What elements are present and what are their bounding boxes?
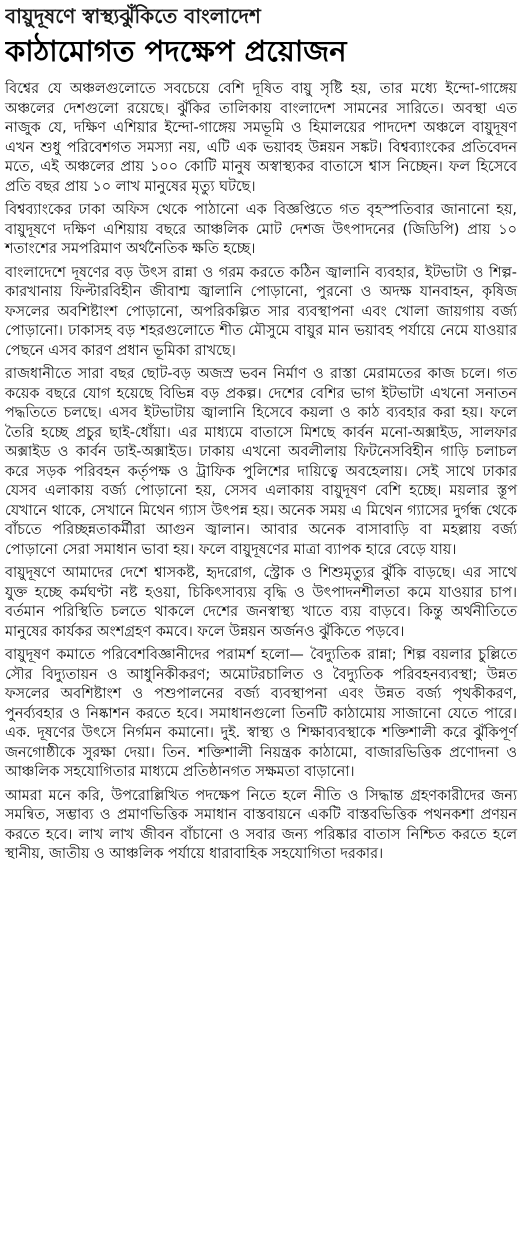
paragraph: বায়ুদূষণে আমাদের দেশে শ্বাসকষ্ট, হৃদরোগ, স্ট্রোক ও শিশুমৃত্যুর ঝুঁকি বাড়ছে। এর সাথে যুক্ত হচ্ছে কর্মঘণ্টা নষ্ট হওয়া, চিকিৎসাব্যয় বৃদ্ধি ও উৎপাদনশীলতা কমে যাওয়ার চাপ। বর্তমান পরিস্থিতি চলতে থাকলে দেশের জনস্বাস্থ্য খাতে ব্যয় বাড়বে। কিন্তু অর্থনীতিতে মানুষের কার্যকর অংশগ্রহণ কমবে। ফলে উন্নয়ন অর্জনও ঝুঁকিতে পড়বে। xyxy=(5,565,517,640)
paragraph: আমরা মনে করি, উপরোল্লিখিত পদক্ষেপ নিতে হলে নীতি ও সিদ্ধান্ত গ্রহণকারীদের জন্য সমন্বিত, সম্ভাব্য ও প্রমাণভিত্তিক সমাধান বাস্তবায়নে একটি বাস্তবভিত্তিক পথনকশা প্রণয়ন করতে হবে। লাখ লাখ জীবন বাঁচানো ও সবার জন্য পরিষ্কার বাতাস নিশ্চিত করতে হলে স্থানীয়, জাতীয় ও আঞ্চলিক পর্যায়ে ধারাবাহিক সহযোগিতা দরকার। xyxy=(5,787,517,862)
paragraph: বিশ্বের যে অঞ্চলগুলোতে সবচেয়ে বেশি দূষিত বায়ু সৃষ্টি হয়, তার মধ্যে ইন্দো-গাঙ্গেয় অঞ্চলের দেশগুলো রয়েছে। ঝুঁকির তালিকায় বাংলাদেশ সামনের সারিতে। অবস্থা এত নাজুক যে, দক্ষিণ এশিয়ার ইন্দো-গাঙ্গেয় সমভূমি ও হিমালয়ের পাদদেশ অঞ্চলে বায়ুদূষণ এখন শুধু পরিবেশগত সমস্যা নয়, এটি এক ভয়াবহ উন্নয়ন সঙ্কট। বিশ্বব্যাংকের প্রতিবেদন মতে, এই অঞ্চলের প্রায় ১০০ কোটি মানুষ অস্বাস্থ্যকর বাতাসে শ্বাস নিচ্ছেন। ফল হিসেবে প্রতি বছর প্রায় ১০ লাখ মানুষের মৃত্যু ঘটছে। xyxy=(5,81,517,195)
paragraph: বায়ুদূষণ কমাতে পরিবেশবিজ্ঞানীদের পরামর্শ হলো— বৈদ্যুতিক রান্না; শিল্প বয়লার চুল্লিতে সৌর বিদ্যুতায়ন ও আধুনিকীকরণ; অমোটরচালিত ও বৈদ্যুতিক পরিবহনব্যবস্থা; উন্নত ফসলের অবশিষ্টাংশ ও পশুপালনের বর্জ্য ব্যবস্থাপনা এবং উন্নত বর্জ্য পৃথকীকরণ, পুনর্ব্যবহার ও নিষ্কাশন করতে হবে। সমাধানগুলো তিনটি কাঠামোয় সাজানো যেতে পারে। এক. দূষণের উৎসে নির্গমন কমানো। দুই. স্বাস্থ্য ও শিক্ষাব্যবস্থাকে শক্তিশালী করে ঝুঁকিপূর্ণ জনগোষ্ঠীকে সুরক্ষা দেয়া। তিন. শক্তিশালী নিয়ন্ত্রক কাঠামো, বাজারভিত্তিক প্রণোদনা ও আঞ্চলিক সহযোগিতার মাধ্যমে প্রতিষ্ঠানগত সক্ষমতা বাড়ানো। xyxy=(5,647,517,780)
paragraph: বাংলাদেশে দূষণের বড় উৎস রান্না ও গরম করতে কঠিন জ্বালানি ব্যবহার, ইটভাটা ও শিল্প-কারখানায় ফিল্টারবিহীন জীবাশ্ম জ্বালানি পোড়ানো, পুরনো ও অদক্ষ যানবাহন, কৃষিজ ফসলের অবশিষ্টাংশ পোড়ানো, অপরিকল্পিত সার ব্যবস্থাপনা এবং খোলা জায়গায় বর্জ্য পোড়ানো। ঢাকাসহ বড় শহরগুলোতে শীত মৌসুমে বায়ুর মান ভয়াবহ পর্যায়ে নেমে যাওয়ার পেছনে এসব কারণ প্রধান ভূমিকা রাখছে। xyxy=(5,264,517,359)
article-kicker: বায়ুদূষণে স্বাস্থ্যঝুঁকিতে বাংলাদেশ xyxy=(5,4,261,28)
article-headline: কাঠামোগত পদক্ষেপ প্রয়োজন xyxy=(5,34,347,68)
article-body xyxy=(5,80,517,865)
paragraph: রাজধানীতে সারা বছর ছোট-বড় অজস্র ভবন নির্মাণ ও রাস্তা মেরামতের কাজ চলে। গত কয়েক বছরে যোগ হয়েছে বিভিন্ন বড় প্রকল্প। দেশের বেশির ভাগ ইটভাটা এখনো সনাতন পদ্ধতিতে চলছে। এসব ইটভাটায় জ্বালানি হিসেবে কয়লা ও কাঠ ব্যবহার করা হয়। ফলে তৈরি হচ্ছে প্রচুর ছাই-ধোঁয়া। এর মাধ্যমে বাতাসে মিশছে কার্বন মনো-অক্সাইড, সালফার অক্সাইড ও কার্বন ডাই-অক্সাইড। ঢাকায় এখনো অবলীলায় ফিটনেসবিহীন গাড়ি চলাচল করে সড়ক পরিবহন কর্তৃপক্ষ ও ট্রাফিক পুলিশের দায়িত্বে অবহেলায়। সেই সাথে ঢাকার যেসব এলাকায় বর্জ্য পোড়ানো হয়, সেসব এলাকায় বায়ুদূষণ বেশি হচ্ছে। ময়লার স্তূপ যেখানে থাকে, সেখানে মিথেন গ্যাস উৎপন্ন হয়। অনেক সময় এ মিথেন গ্যাসের দুর্গন্ধ থেকে বাঁচতে পরিচ্ছন্নতাকর্মীরা আগুন জ্বালান। আবার অনেক বাসাবাড়ি বা মহল্লায় বর্জ্য পোড়ানো সেরা সমাধান ভাবা হয়। ফলে বায়ুদূষণের মাত্রা ব্যাপক হারে বেড়ে যায়। xyxy=(5,366,517,558)
paragraph: বিশ্বব্যাংকের ঢাকা অফিস থেকে পাঠানো এক বিজ্ঞপ্তিতে গত বৃহস্পতিবার জানানো হয়, বায়ুদূষণে দক্ষিণ এশিয়ায় বছরে আঞ্চলিক মোট দেশজ উৎপাদনের (জিডিপি) প্রায় ১০ শতাংশের সমপরিমাণ অর্থনৈতিক ক্ষতি হচ্ছে। xyxy=(5,202,517,257)
